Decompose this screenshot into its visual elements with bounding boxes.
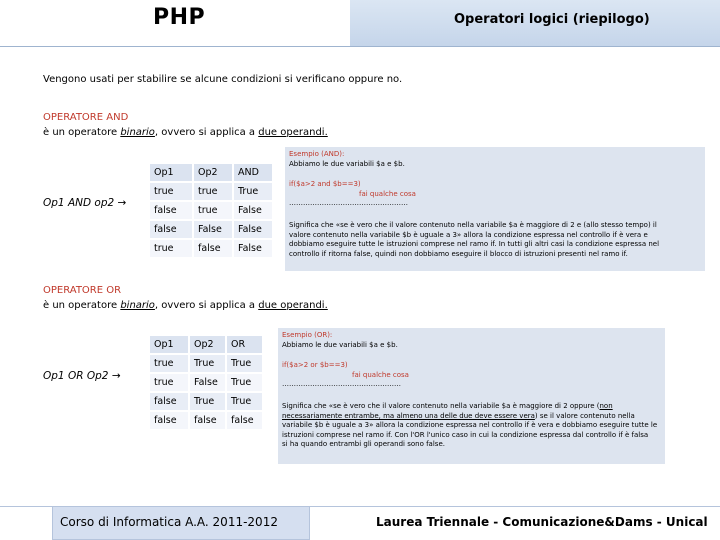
and-desc-binario: binario [120, 127, 155, 138]
arrow-right-icon: → [117, 197, 127, 209]
and-example-dots: …………………………………………… [289, 199, 408, 208]
table-cell: True [227, 393, 262, 410]
footer-degree: Laurea Triennale - Comunicazione&Dams - Unical [376, 515, 708, 529]
table-cell: true [194, 202, 232, 219]
table-cell: true [150, 355, 188, 372]
table-row [150, 202, 272, 219]
table-cell: false [227, 412, 262, 429]
table-header-row [150, 164, 272, 181]
table-cell: False [234, 202, 272, 219]
table-cell: False [190, 374, 225, 391]
table-row [150, 183, 272, 200]
table-cell: true [194, 183, 232, 200]
table-cell: false [190, 412, 225, 429]
and-example-title: Esempio (AND): [289, 150, 345, 158]
or-desc-binario: binario [120, 300, 155, 311]
table-row [150, 393, 262, 410]
or-desc-middle: , ovvero si applica a [154, 300, 259, 311]
or-explain-line [282, 402, 661, 412]
or-explain-line: si ha quando entrambi gli operandi sono false. [282, 440, 445, 449]
or-explain-text: ) se il valore contenuto nella [534, 411, 635, 420]
and-expression [43, 197, 126, 209]
or-desc-operandi: due operandi. [258, 300, 328, 311]
page-title: PHP [153, 5, 206, 30]
table-row [150, 240, 272, 257]
table-row [150, 355, 262, 372]
and-desc-prefix: è un operatore [43, 127, 121, 138]
and-example-line: Abbiamo le due variabili $a e $b. [289, 159, 405, 168]
or-expression [43, 370, 121, 382]
or-desc-prefix: è un operatore [43, 300, 121, 311]
and-explain-line: dobbiamo eseguire tutte le istruzioni comprese nel ramo if. In tutti gli altri casi la condizione espressa nel [289, 240, 660, 249]
table-cell: true [150, 374, 188, 391]
or-example-code: if($a>2 or $b==3) [282, 361, 348, 370]
and-example-code-body: fai qualche cosa [359, 189, 416, 198]
and-description [43, 126, 328, 139]
arrow-right-icon: → [111, 370, 121, 382]
table-row [150, 221, 272, 238]
or-explain-underlined: necessariamente entrambe, ma almeno una delle due deve essere vera [282, 411, 535, 420]
table-header-cell: AND [234, 164, 272, 181]
page-subtitle: Operatori logici (riepilogo) [454, 12, 650, 27]
table-cell: True [227, 374, 262, 391]
table-row [150, 374, 262, 391]
table-header-cell: Op2 [190, 336, 225, 353]
table-cell: True [227, 355, 262, 372]
or-heading: OPERATORE OR [43, 285, 122, 296]
table-cell: true [150, 240, 192, 257]
footer-course: Corso di Informatica A.A. 2011-2012 [60, 515, 278, 529]
or-explain-line: istruzioni comprese nel ramo if. Con l'OR l'unico caso in cui la condizione espressa dal controllo if è falsa [282, 430, 649, 439]
table-header-row [150, 336, 262, 353]
intro-text: Vengono usati per stabilire se alcune condizioni si verificano oppure no. [43, 74, 403, 85]
or-explain-line: variabile $b è uguale a 3» allora la condizione espressa nel controllo if è vera e dobbiamo eseguire tutte le [282, 421, 658, 430]
table-cell: False [194, 221, 232, 238]
or-example-dots: …………………………………………… [282, 380, 401, 389]
or-explain-text: Significa che «se è vero che il valore contenuto nella variabile $a è maggiore di 2 oppure ( [282, 401, 600, 410]
table-cell: True [190, 355, 225, 372]
header-divider [0, 46, 720, 47]
or-example-line: Abbiamo le due variabili $a e $b. [282, 340, 398, 349]
table-cell: True [190, 393, 225, 410]
table-header-cell: OR [227, 336, 262, 353]
or-description [43, 299, 328, 312]
and-example-box [285, 147, 705, 271]
and-desc-operandi: due operandi. [258, 127, 328, 138]
or-example-title: Esempio (OR): [282, 331, 333, 339]
or-explain-underlined: non [599, 401, 613, 410]
and-explain-line: Significa che «se è vero che il valore contenuto nella variabile $a è maggiore di 2 e (allo stesso tempo) il [289, 220, 657, 229]
and-explain-line: valore contenuto nella variabile $b è uguale a 3» allora la condizione espressa nel controllo if è vera e [289, 230, 648, 239]
or-truth-table [148, 334, 264, 431]
or-expression-text: Op1 OR Op2 [43, 370, 109, 382]
table-cell: false [194, 240, 232, 257]
or-explain-line [282, 412, 661, 422]
or-example-box [278, 328, 665, 464]
and-example-code: if($a>2 and $b==3) [289, 180, 361, 189]
table-cell: false [150, 412, 188, 429]
table-cell: false [150, 202, 192, 219]
table-header-cell: Op2 [194, 164, 232, 181]
table-cell: True [234, 183, 272, 200]
or-example-code-body: fai qualche cosa [352, 370, 409, 379]
table-cell: true [150, 183, 192, 200]
table-cell: false [150, 221, 192, 238]
table-header-cell: Op1 [150, 164, 192, 181]
table-cell: False [234, 221, 272, 238]
table-row [150, 412, 262, 429]
and-expression-text: Op1 AND op2 [43, 197, 115, 209]
table-cell: false [150, 393, 188, 410]
and-heading: OPERATORE AND [43, 112, 129, 123]
table-cell: False [234, 240, 272, 257]
and-truth-table [148, 162, 274, 259]
and-explain-line: controllo if ritorna false, quindi non dobbiamo eseguire il blocco di istruzioni presenti nel ramo if. [289, 249, 628, 258]
and-desc-middle: , ovvero si applica a [154, 127, 259, 138]
table-header-cell: Op1 [150, 336, 188, 353]
